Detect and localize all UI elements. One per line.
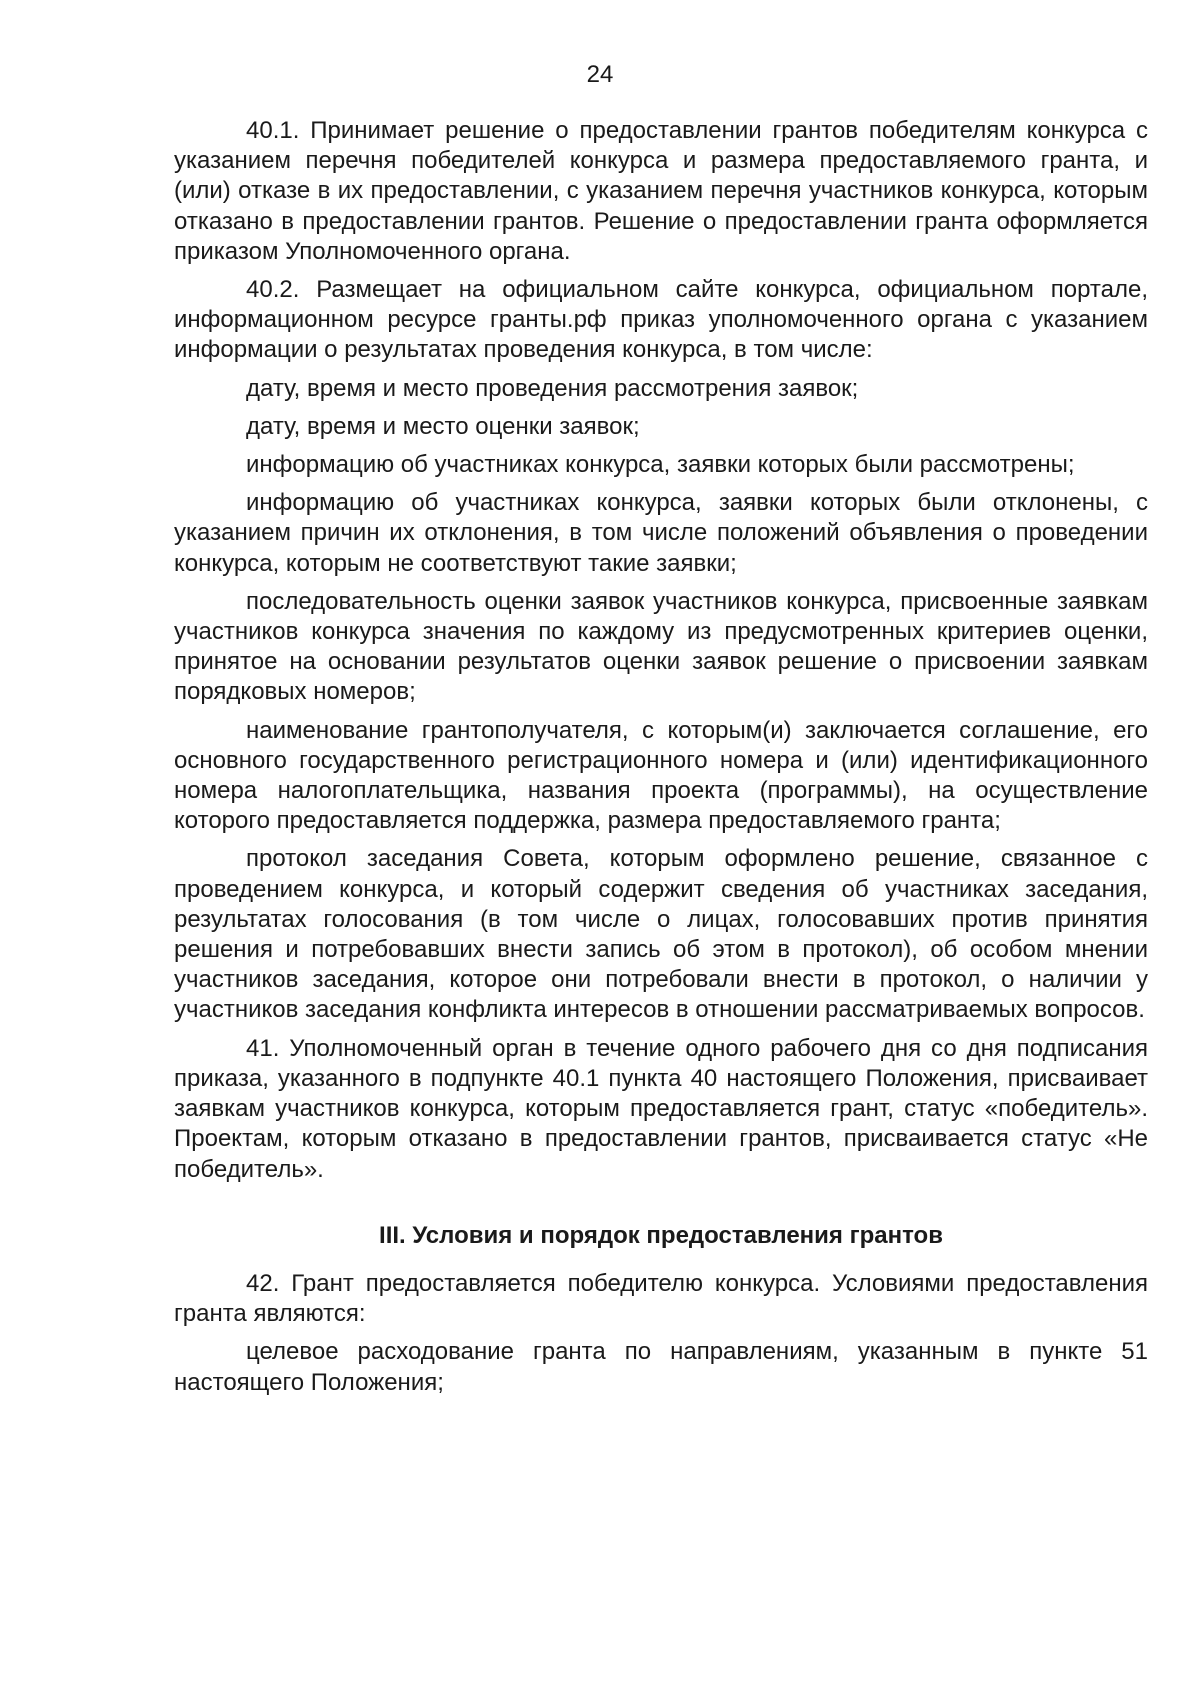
list-item-rejected-participants: информацию об участниках конкурса, заявки которых были отклонены, с указанием причин их отклонения, в том числе положений объявления о проведении конкурса, которым не соответствуют такие заявки; bbox=[174, 489, 1148, 577]
paragraph-41: 41. Уполномоченный орган в течение одного рабочего дня со дня подписания приказа, указанного в подпункте 40.1 пункта 40 настоящего Положения, присваивает заявкам участников конкурса, которым предоставляется грант, статус «победитель». Проектам, которым отказано в предоставлении грантов, присваивается статус «Не победитель». bbox=[174, 1034, 1148, 1183]
page-number: 24 bbox=[586, 61, 614, 88]
paragraph-40-2: 40.2. Размещает на официальном сайте конкурса, официальном портале, информационном ресурсе гранты.рф приказ уполномоченного органа с указанием информации о результатах проведения конкурса, в том числе: bbox=[174, 276, 1148, 364]
list-item-review-date: дату, время и место проведения рассмотрения заявок; bbox=[246, 374, 859, 402]
list-item-evaluation-date: дату, время и место оценки заявок; bbox=[246, 412, 640, 440]
list-item-target-spending: целевое расходование гранта по направлениям, указанным в пункте 51 настоящего Положения; bbox=[174, 1338, 1148, 1396]
document-body bbox=[174, 116, 1148, 1406]
paragraph-40-1: 40.1. Принимает решение о предоставлении грантов победителям конкурса с указанием перечня победителей конкурса и размера предоставляемого гранта, и (или) отказе в их предоставлении, с указанием перечня участников конкурса, которым отказано в предоставлении грантов. Решение о предоставлении гранта оформляется приказом Уполномоченного органа. bbox=[174, 117, 1148, 265]
list-item-grantee-info: наименование грантополучателя, с которым(и) заключается соглашение, его основного государственного регистрационного номера и (или) идентификационного номера налогоплательщика, названия проекта (программы), на осуществление которого предоставляется поддержка, размера предоставляемого гранта; bbox=[174, 716, 1148, 835]
list-item-evaluation-order: последовательность оценки заявок участников конкурса, присвоенные заявкам участников конкурса значения по каждому из предусмотренных критериев оценки, принятое на основании результатов оценки заявок решение о присвоении заявкам порядковых номеров; bbox=[174, 587, 1148, 706]
section-heading: III. Условия и порядок предоставления грантов bbox=[379, 1221, 943, 1249]
list-item-reviewed-participants: информацию об участниках конкурса, заявки которых были рассмотрены; bbox=[246, 451, 1075, 479]
list-item-council-protocol: протокол заседания Совета, которым оформлено решение, связанное с проведением конкурса, и который содержит сведения об участниках заседания, результатах голосования (в том числе о лицах, голосовавших против принятия решения и потребовавших внести запись об этом в протокол), об особом мнении участников заседания, которое они потребовали внести в протокол, о наличии у участников заседания конфликта интересов в отношении рассматриваемых вопросов. bbox=[174, 845, 1148, 1024]
paragraph-42: 42. Грант предоставляется победителю конкурса. Условиями предоставления гранта являются: bbox=[174, 1269, 1148, 1328]
